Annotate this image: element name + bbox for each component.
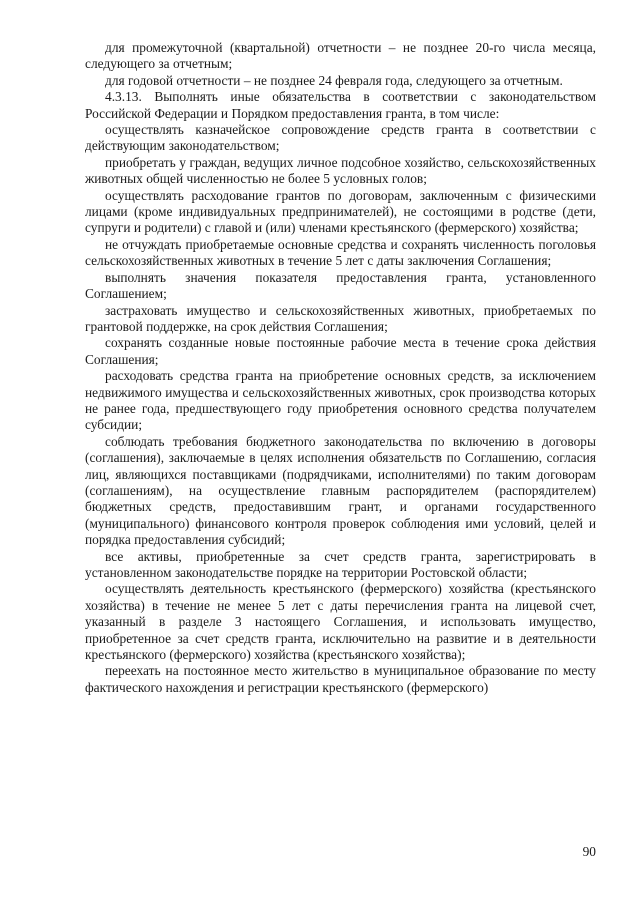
document-body bbox=[85, 40, 596, 696]
paragraph: не отчуждать приобретаемые основные средства и сохранять численность поголовья сельскохозяйственных животных в течение 5 лет с даты заключения Соглашения; bbox=[85, 236, 596, 269]
paragraph: переехать на постоянное место жительство в муниципальное образование по месту фактического нахождения и регистрации крестьянского (фермерского) bbox=[85, 663, 596, 695]
paragraph: приобретать у граждан, ведущих личное подсобное хозяйство, сельскохозяйственных животных общей численностью не более 5 условных голов; bbox=[85, 154, 596, 187]
paragraph: 4.3.13. Выполнять иные обязательства в соответствии с законодательством Российской Федерации и Порядком предоставления гранта, в том числе: bbox=[85, 89, 596, 121]
paragraph: выполнять значения показателя предоставления гранта, установленного Соглашением; bbox=[85, 269, 596, 302]
paragraph: осуществлять деятельность крестьянского (фермерского) хозяйства (крестьянского хозяйства) в течение не менее 5 лет с даты перечисления гранта на лицевой счет, указанный в разделе 3 настоящего Соглашения, и использовать имущество, приобретенное за счет средств гранта, исключительно на развитие и в деятельности крестьянского (фермерского) хозяйства (крестьянского хозяйства); bbox=[85, 581, 596, 663]
paragraph: сохранять созданные новые постоянные рабочие места в течение срока действия Соглашения; bbox=[85, 335, 596, 367]
paragraph: застраховать имущество и сельскохозяйственных животных, приобретаемых по грантовой поддержке, на срок действия Соглашения; bbox=[85, 302, 596, 334]
paragraph: соблюдать требования бюджетного законодательства по включению в договоры (соглашения), заключаемые в целях исполнения обязательств по Соглашению, согласия лиц, являющихся поставщиками (подрядчиками, исполнителями) по таким договорам (соглашениям), на осуществление главным распорядителем (распорядителем) бюджетных средств, предоставившим грант, и органами государственного (муниципального) финансового контроля проверок соблюдения ими условий, целей и порядка предоставления субсидий; bbox=[85, 433, 596, 548]
paragraph: осуществлять казначейское сопровождение средств гранта в соответствии с действующим законодательством; bbox=[85, 122, 596, 154]
page-number: 90 bbox=[582, 844, 596, 859]
paragraph: для годовой отчетности – не позднее 24 февраля года, следующего за отчетным. bbox=[105, 72, 563, 88]
paragraph: осуществлять расходование грантов по договорам, заключенным с физическими лицами (кроме индивидуальных предпринимателей), не состоящими в родстве (дети, супруги и родители) с главой и (или) членами крестьянского (фермерского) хозяйства; bbox=[85, 187, 596, 236]
paragraph: для промежуточной (квартальной) отчетности – не позднее 20-го числа месяца, следующего за отчетным; bbox=[85, 40, 596, 72]
paragraph: расходовать средства гранта на приобретение основных средств, за исключением недвижимого имущества и сельскохозяйственных животных, срок производства которых не ранее года, предшествующего году приобретения основного средства получателем субсидии; bbox=[85, 368, 596, 433]
paragraph: все активы, приобретенные за счет средств гранта, зарегистрировать в установленном законодательстве порядке на территории Ростовской области; bbox=[85, 548, 596, 580]
